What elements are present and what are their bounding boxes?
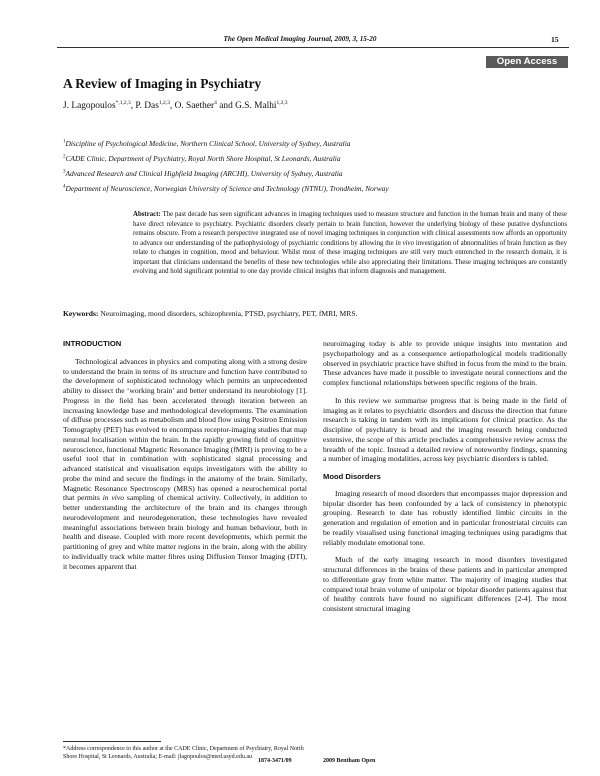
- author: O. Saether: [174, 101, 215, 112]
- keywords-text: Neuroimaging, mood disorders, schizophrenia, PTSD, psychiatry, PET, fMRI, MRS.: [98, 309, 358, 318]
- left-column: [63, 339, 307, 579]
- affiliation-text: CADE Clinic, Department of Psychiatry, Royal North Shore Hospital, St Leonards, Australia: [65, 154, 341, 163]
- affiliation-number: 4: [63, 184, 66, 190]
- open-access-badge: Open Access: [486, 56, 568, 68]
- abstract: [133, 210, 567, 277]
- keywords: [63, 309, 357, 318]
- abstract-text: The past decade has seen significant advances in imaging techniques used to measure structure and function in the human brain and many of these have direct relevance to psychiatry. Psychiatric disorders clearly pertain to brain function, however the underlying biology of these putative dysfunctions remains obscure. From a research perspective integrated use of novel imaging techniques in conjunction with clinical assessments now affords an opportunity to advance our understanding of the pathophysiology of psychiatric conditions by allowing the: [133, 211, 567, 247]
- affiliation-text: Advanced Research and Clinical Highfield Imaging (ARCHI), University of Sydney, Australia: [65, 169, 343, 178]
- author-list: [63, 100, 288, 111]
- section-heading-introduction: INTRODUCTION: [63, 339, 122, 348]
- author-affiliation-marker: *,1,2,3: [115, 100, 131, 106]
- paragraph: Imaging research of mood disorders that encompasses major depression and bipolar disorder has been confounded by a lack of consistency in phenotypic grouping. Research to date has robustly identified limbic circuits in the generation and regulation of emotion and in particular fronostriatal circuits can be readily visualised using functional imaging techniques using paradigms that reliably modulate emotional tone.: [323, 488, 567, 547]
- paragraph: Much of the early imaging research in mood disorders investigated structural differences in the brains of these patients and in particular attempted to differentiate gray from white matter. The majority of imaging studies that compared total brain volume of unipolar or bipolar disorder patients against that of healthy controls have found no significant differences [2-4]. The most consistent structural imaging: [323, 555, 567, 613]
- footnote: *Address correspondence to this author at the CADE Clinic, Department of Psychiatry, Royal North Shore Hospital, St Leonards, Australia; E-mail: jlagopoulos@med.usyd.edu.au: [63, 746, 304, 761]
- abstract-text-continued: investigation of abnormalities of brain function as they relate to changes in cognition, mood and behaviour. Whilst most of these imaging techniques are still very much entrenched in the research domain, it is important that clinicians understand the benefits of these new technologies while also appreciating their limitations. These imaging techniques are constantly evolving and hold significant potential to one day provide clinical insights that inform diagnosis and management.: [133, 239, 568, 276]
- author-affiliation-marker: 1,2,3: [158, 100, 170, 106]
- author: G.S. Malhi: [235, 101, 277, 112]
- author-affiliation-marker: 1,2,3: [276, 100, 288, 106]
- keywords-label: Keywords:: [63, 309, 99, 318]
- author-affiliation-marker: 4: [214, 100, 217, 106]
- journal-header: The Open Medical Imaging Journal, 2009, 3, 15-20: [223, 35, 377, 43]
- affiliation-number: 1: [63, 139, 66, 145]
- right-column: [323, 339, 567, 622]
- article-title: A Review of Imaging in Psychiatry: [63, 76, 262, 91]
- paragraph-italic: in vivo: [102, 493, 125, 503]
- affiliation-text: Department of Neuroscience, Norwegian University of Science and Technology (NTNU), Trondheim, Norway: [65, 184, 389, 193]
- header-rule: [57, 47, 569, 48]
- affiliation: [63, 139, 350, 148]
- intro-paragraph: [63, 357, 307, 572]
- affiliation: [63, 154, 341, 163]
- author: P. Das: [135, 101, 159, 112]
- author-separator: ,: [130, 101, 136, 112]
- affiliation-text: Discipline of Psychological Medicine, Northern Clinical School, University of Sydney, Australia: [65, 139, 351, 148]
- affiliation: [63, 169, 343, 178]
- abstract-italic: in vivo: [395, 239, 415, 247]
- issn: 1874-3471/09: [258, 758, 292, 764]
- abstract-label: Abstract:: [133, 211, 161, 218]
- affiliation-number: 2: [63, 154, 66, 160]
- footnote-rule: [63, 741, 161, 742]
- paragraph-text-continued: sampling of chemical activity. Collectively, in addition to better understanding the architecture of the brain and its changes through neurodevelopment and neurodegeneration, these technologies have revealed meaningful associations between brain biology and human behaviour, both in health and disease. Coupled with more recent developments, which permit the partitioning of grey and white matter regions in the brain, along with the ability to individually track white matter fibres using Diffusion Tensor Imaging (DTI), it becomes apparent that: [63, 493, 308, 571]
- author: J. Lagopoulos: [63, 101, 116, 112]
- affiliation: [63, 184, 389, 193]
- paragraph: In this review we summarise progress that is being made in the field of imaging as it relates to psychiatric disorders and discuss the direction that future research is taking in tandem with its implications for clinical practice. As the discipline of psychiatry is broad and the imaging research being conducted extensive, the scope of this article precludes a comprehensive review across the breadth of the topic. Instead a detailed review of noteworthy findings, spanning a number of imaging modalities, across key psychiatric disorders is tabled.: [323, 395, 567, 464]
- page-number: 15: [551, 35, 559, 44]
- author-separator: ,: [169, 101, 175, 112]
- author-separator: and: [216, 101, 236, 112]
- affiliation-number: 3: [63, 169, 66, 175]
- paragraph: neuroimaging today is able to provide unique insights into mentation and psychopathology and as a consequence aetiopathological models traditionally observed in psychiatric practice have shifted in focus from the mind to the brain. These advances have made it possible to investigate neural connections and the complex functional relationships between specific regions of the brain.: [323, 339, 567, 387]
- publisher-footer: 2009 Bentham Open: [323, 758, 376, 764]
- section-heading-mood-disorders: Mood Disorders: [323, 472, 381, 481]
- paragraph-text: Technological advances in physics and computing along with a strong desire to understand the brain in terms of its structure and function have contributed to the development of sophisticated technology which permits an unprecedented ability to dissect the ‘working brain’ and better understand its neurobiology [1]. Progress in the field has been accelerated through iteration between an increasing knowledge base and methodological developments. The examination of diffuse processes such as metabolism and blood flow using Positron Emission Tomography (PET) has evolved to encompass receptor-imaging studies that map neuronal localisation within the brain. In the rapidly growing field of cognitive neuroscience, functional Magnetic Resonance Imaging (fMRI) is proving to be a useful tool that in combination with sophisticated signal processing and advanced statistical and visualisation equips investigators with the ability to probe the mind and secure the findings in the anatomy of the brain. Similarly, Magnetic Resonance Spectroscopy (MRS) has opened a neurochemical portal that permits: [63, 356, 307, 503]
